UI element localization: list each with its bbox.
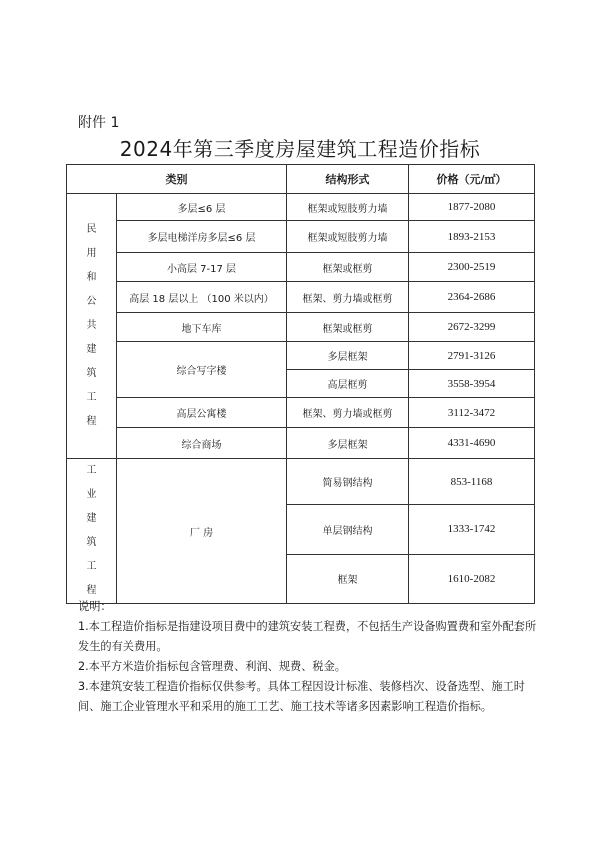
building-type: 综合写字楼 bbox=[117, 342, 287, 398]
category-industrial bbox=[67, 459, 117, 604]
category-civil-label: 民用和公共建筑工程 bbox=[86, 224, 97, 427]
price-cell: 853-1168 bbox=[409, 459, 535, 505]
structure-cell: 框架、剪力墙或框剪 bbox=[287, 398, 409, 428]
building-type: 多层电梯洋房多层≤6 层 bbox=[117, 221, 287, 253]
structure-cell: 框架 bbox=[287, 554, 409, 603]
building-type: 厂 房 bbox=[117, 459, 287, 604]
price-cell: 1333-1742 bbox=[409, 505, 535, 554]
building-type: 地下车库 bbox=[117, 313, 287, 342]
structure-cell: 框架或框剪 bbox=[287, 313, 409, 342]
price-cell: 1893-2153 bbox=[409, 221, 535, 253]
header-category: 类别 bbox=[67, 165, 287, 194]
price-cell: 1877-2080 bbox=[409, 194, 535, 221]
note-item: 2.本平方米造价指标包含管理费、利润、规费、税金。 bbox=[78, 660, 346, 673]
header-structure: 结构形式 bbox=[287, 165, 409, 194]
price-cell: 1610-2082 bbox=[409, 554, 535, 603]
cost-index-table bbox=[66, 164, 535, 604]
structure-cell: 多层框架 bbox=[287, 342, 409, 370]
structure-cell: 多层框架 bbox=[287, 428, 409, 459]
price-cell: 2791-3126 bbox=[409, 342, 535, 370]
structure-cell: 简易钢结构 bbox=[287, 459, 409, 505]
table-header-row bbox=[67, 165, 535, 194]
category-industrial-label: 工业建筑工程 bbox=[86, 465, 97, 596]
building-type: 综合商场 bbox=[117, 428, 287, 459]
notes-heading: 说明： bbox=[78, 600, 112, 613]
price-cell: 4331-4690 bbox=[409, 428, 535, 459]
structure-cell: 框架或短肢剪力墙 bbox=[287, 194, 409, 221]
table-row bbox=[67, 253, 535, 282]
table-row bbox=[67, 194, 535, 221]
document-title: 2024年第三季度房屋建筑工程造价指标 bbox=[119, 137, 481, 161]
header-price: 价格（元/㎡） bbox=[409, 165, 535, 194]
table-row bbox=[67, 313, 535, 342]
table-row bbox=[67, 282, 535, 313]
price-cell: 2364-2686 bbox=[409, 282, 535, 313]
price-cell: 3558-3954 bbox=[409, 370, 535, 398]
table-row bbox=[67, 342, 535, 370]
price-cell: 2672-3299 bbox=[409, 313, 535, 342]
structure-cell: 框架、剪力墙或框剪 bbox=[287, 282, 409, 313]
note-item: 1.本工程造价指标是指建设项目费中的建筑安装工程费，不包括生产设备购置费和室外配套所发生的有关费用。 bbox=[78, 620, 537, 653]
category-civil bbox=[67, 194, 117, 459]
table-row bbox=[67, 398, 535, 428]
attachment-label: 附件 1 bbox=[78, 115, 120, 131]
structure-cell: 单层钢结构 bbox=[287, 505, 409, 554]
table-row bbox=[67, 459, 535, 505]
building-type: 高层公寓楼 bbox=[117, 398, 287, 428]
structure-cell: 框架或短肢剪力墙 bbox=[287, 221, 409, 253]
building-type: 高层 18 层以上 （100 米以内） bbox=[117, 282, 287, 313]
structure-cell: 框架或框剪 bbox=[287, 253, 409, 282]
table-row bbox=[67, 221, 535, 253]
price-cell: 3112-3472 bbox=[409, 398, 535, 428]
table-row bbox=[67, 428, 535, 459]
structure-cell: 高层框剪 bbox=[287, 370, 409, 398]
notes-section bbox=[78, 597, 538, 717]
building-type: 多层≤6 层 bbox=[117, 194, 287, 221]
note-item: 3.本建筑安装工程造价指标仅供参考。具体工程因设计标准、装修档次、设备选型、施工时间、施工企业管理水平和采用的施工工艺、施工技术等诸多因素影响工程造价指标。 bbox=[78, 680, 525, 713]
price-cell: 2300-2519 bbox=[409, 253, 535, 282]
building-type: 小高层 7-17 层 bbox=[117, 253, 287, 282]
